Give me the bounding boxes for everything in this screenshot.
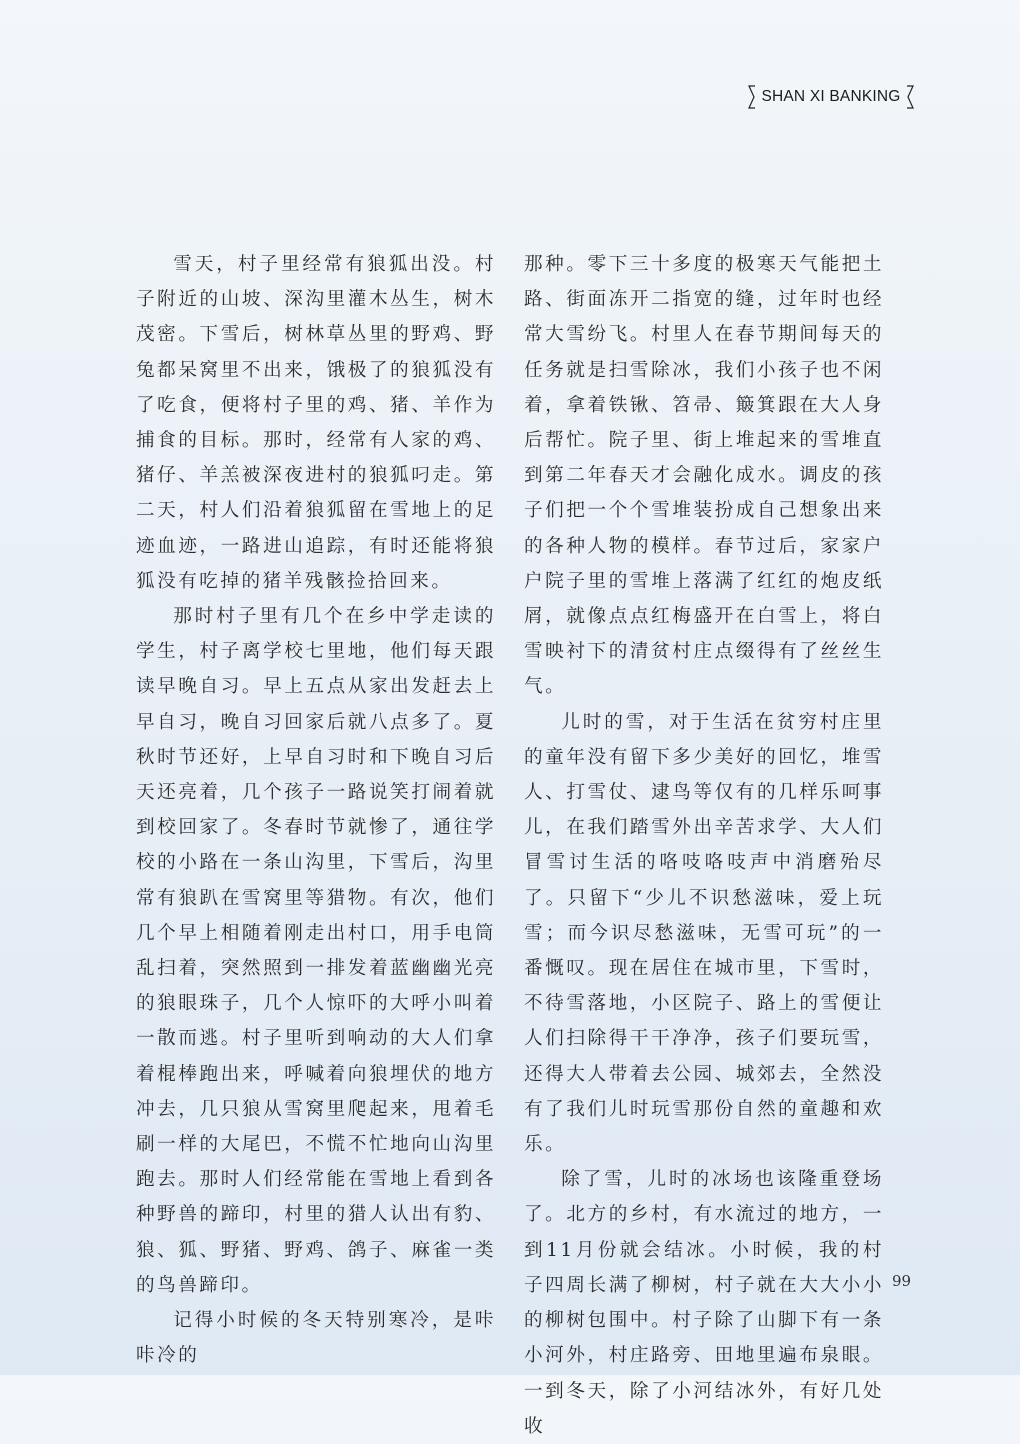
paragraph: 儿时的雪，对于生活在贫穷村庄里的童年没有留下多少美好的回忆，堆雪人、打雪仗、逮鸟等仅有的几样乐呵事儿，在我们踏雪外出辛苦求学、大人们冒雪讨生活的咯吱咯吱声中消磨殆尽了。只留下“少儿不识愁滋味，爱上玩雪；而今识尽愁滋味，无雪可玩”的一番慨叹。现在居住在城市里，下雪时，不待雪落地，小区院子、路上的雪便让人们扫除得干干净净，孩子们要玩雪，还得大人带着去公园、城郊去，全然没有了我们儿时玩雪那份自然的童趣和欢乐。	[524, 711, 884, 1156]
page-number: 99	[892, 1272, 912, 1290]
paragraph: 雪天，村子里经常有狼狐出没。村子附近的山坡、深沟里灌木丛生，树木茂密。下雪后，树林草丛里的野鸡、野兔都呆窝里不出来，饿极了的狼狐没有了吃食，便将村子里的鸡、猪、羊作为捕食的目标。那时，经常有人家的鸡、猪仔、羊羔被深夜进村的狼狐叼走。第二天，村人们沿着狼狐留在雪地上的足迹血迹，一路进山追踪，有时还能将狼狐没有吃掉的猪羊残骸捡拾回来。	[136, 254, 496, 592]
publication-title: SHAN XI BANKING	[761, 88, 901, 105]
paragraph: 那时村子里有几个在乡中学走读的学生，村子离学校七里地，他们每天跟读早晚自习。早上五点从家出发赶去上早自习，晚自习回家后就八点多了。夏秋时节还好，上早自习时和下晚自习后天还亮着，几个孩子一路说笑打闹着就到校回家了。冬春时节就惨了，通往学校的小路在一条山沟里，下雪后，沟里常有狼趴在雪窝里等猎物。有次，他们几个早上相随着刚走出村口，用手电筒乱扫着，突然照到一排发着蓝幽幽光亮的狼眼珠子，几个人惊吓的大呼小叫着一散而逃。村子里听到响动的大人们拿着棍棒跑出来，呼喊着向狼埋伏的地方冲去，几只狼从雪窝里爬起来，甩着毛刷一样的大尾巴，不慌不忙地向山沟里跑去。那时人们经常能在雪地上看到各种野兽的蹄印，村里的猎人认出有豹、狼、狐、野猪、野鸡、鸽子、麻雀一类的鸟兽蹄印。	[136, 606, 496, 1296]
paragraph-continuation: 那种。零下三十多度的极寒天气能把土路、街面冻开二指宽的缝，过年时也经常大雪纷飞。村里人在春节期间每天的任务就是扫雪除冰，我们小孩子也不闲着，拿着铁锹、笤帚、簸箕跟在大人身后帮忙。院子里、街上堆起来的雪堆直到第二年春天才会融化成水。调皮的孩子们把一个个雪堆装扮成自己想象出来的各种人物的模样。春节过后，家家户户院子里的雪堆上落满了红红的炮皮纸屑，就像点点红梅盛开在白雪上，将白雪映衬下的清贫村庄点缀得有了丝丝生气。	[524, 254, 884, 698]
right-column	[524, 247, 884, 1444]
publication-badge	[746, 84, 916, 110]
paragraph: 除了雪，儿时的冰场也该隆重登场了。北方的乡村，有水流过的地方，一到11月份就会结冰。小时候，我的村子四周长满了柳树，村子就在大大小小的柳树包围中。村子除了山脚下有一条小河外，村庄路旁、田地里遍布泉眼。一到冬天，除了小河结冰外，有好几处收	[524, 1169, 884, 1437]
paragraph: 记得小时候的冬天特别寒冷，是咔咔冷的	[136, 1310, 496, 1367]
left-column	[136, 247, 496, 1374]
